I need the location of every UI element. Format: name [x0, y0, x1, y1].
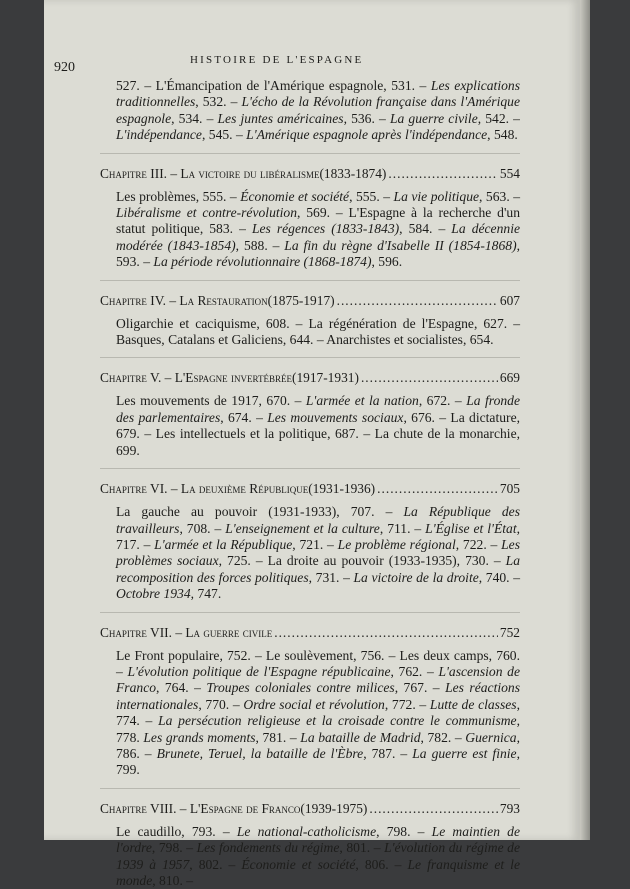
italic-entry: La guerre civile [389, 110, 478, 126]
entry-text: , 774. – [116, 696, 520, 729]
italic-entry: Les problèmes sociaux [116, 536, 520, 569]
italic-entry: L'Église et l'État [425, 520, 517, 536]
chapter-entries [116, 189, 520, 271]
italic-entry: La persécution religieuse et la croisade contre le communisme [158, 713, 517, 729]
entry-text: , 799. [116, 745, 520, 778]
entry-text: Le Front populaire, 752. – Le soulèvement, 756. – Les deux camps, 760. – [116, 647, 520, 679]
chapter-page-number: 554 [499, 165, 520, 181]
entry-text: , 548. [487, 127, 518, 143]
entry-text: Les mouvements de 1917, 670. – [116, 393, 306, 409]
chapter-section [100, 280, 520, 349]
chapter-section [100, 468, 520, 602]
entry-text: , 674. – [220, 409, 268, 425]
table-of-contents [100, 78, 520, 889]
chapter-page-number: 669 [499, 370, 520, 386]
entry-text: , 747. [190, 586, 222, 602]
entry-text: , 545. – [201, 127, 247, 143]
italic-entry: L'indépendance [116, 127, 202, 143]
entry-text: La gauche au pouvoir (1931-1933), 707. – [116, 504, 404, 520]
chapter-title: Chapitre III. – La victoire du libéralisme [100, 165, 320, 181]
entry-text: , 764. – [156, 680, 207, 696]
entry-text: , 786. – [116, 729, 520, 761]
italic-entry: La guerre est finie [412, 745, 517, 761]
entry-text: , 532. – [195, 94, 242, 110]
italic-entry: L'Amérique espagnole après l'indépendance [246, 127, 488, 143]
chapter-title: Chapitre VII. – La guerre civile [100, 624, 273, 640]
entry-text: , 798. – [151, 840, 197, 856]
entry-text: , 555. – [349, 188, 394, 204]
entry-text: , 721. – [292, 536, 338, 552]
chapter-years: (1875-1917) [267, 292, 335, 308]
entry-text: , 596. [371, 254, 403, 270]
italic-entry: La période révolutionnaire (1868-1874) [153, 254, 372, 270]
dot-leader [337, 293, 498, 309]
chapter-years: (1833-1874) [319, 165, 387, 181]
entry-text: , 801. – [339, 840, 385, 856]
entry-text: , 770. – [198, 696, 244, 712]
chapter-page-number: 705 [499, 481, 520, 497]
chapter-years: (1931-1936) [308, 481, 376, 497]
entry-text: , 762. – [390, 663, 439, 679]
italic-entry: Les juntes américaines [217, 110, 344, 126]
entry-text: , 676. – La dictature, 679. – Les intellectuels et la politique, 687. – La chute de la monarchie, 699. [116, 409, 520, 458]
entry-text: , 802. – [189, 856, 242, 872]
dot-leader [274, 625, 498, 641]
italic-entry: L'ascension de Franco [116, 663, 520, 696]
italic-entry: L'écho de la Révolution française dans l'Amérique espagnole [116, 94, 520, 126]
italic-entry: Le franquisme et le monde [116, 856, 520, 888]
divider [100, 280, 520, 281]
italic-entry: Brunete, Teruel, la bataille de l'Èbre [156, 745, 364, 761]
chapter-section [100, 612, 520, 779]
italic-entry: La République des travailleurs [116, 504, 520, 536]
italic-entry: Les explications traditionnelles [116, 78, 520, 110]
italic-entry: Économie et société [240, 188, 350, 204]
entry-text: Oligarchie et caciquisme, 608. – La régénération de l'Espagne, 627. – Basques, Catalans et Galiciens, 644. – Anarchistes et socialistes, 654. [116, 315, 520, 348]
entry-text: , 717. – [116, 520, 521, 552]
chapter-list [100, 153, 520, 889]
chapter-title: Chapitre VIII. – L'Espagne de Franco [100, 800, 301, 816]
italic-entry: La fronde des parlementaires [116, 393, 520, 425]
entry-text: , 806. – [355, 856, 408, 872]
entry-text: , 563. – [479, 188, 521, 204]
entry-text: , 772. – [384, 696, 430, 712]
italic-entry: Le maintien de l'ordre [116, 823, 520, 856]
chapter-years: (1917-1931) [291, 370, 359, 386]
entry-text: , 787. – [363, 745, 413, 761]
italic-entry: Les grands moments [143, 729, 256, 745]
chapter-heading [100, 166, 520, 182]
chapter-page-number: 752 [499, 624, 520, 640]
entry-text: , 725. – La droite au pouvoir (1933-1935), 730. – [218, 553, 506, 569]
entry-text: , 584. – [399, 221, 452, 237]
italic-entry: Les réactions internationales [116, 680, 521, 712]
italic-entry: L'enseignement et la culture [225, 520, 380, 536]
entry-text: , 782. – [420, 729, 466, 745]
chapter-entries [116, 824, 520, 889]
dot-leader [388, 166, 498, 182]
entry-text: , 708. – [179, 520, 226, 536]
italic-entry: La décennie modérée (1843-1854) [116, 221, 520, 253]
divider [100, 468, 520, 469]
entry-text: , 722. – [455, 536, 502, 552]
italic-entry: Guernica [465, 729, 517, 745]
italic-entry: La victoire de la droite [353, 569, 479, 585]
entry-text: , 810. – [152, 873, 194, 888]
entry-text: , 588. – [235, 237, 285, 253]
entry-text: , 798. – [376, 823, 432, 839]
chapter-entries [116, 504, 520, 602]
italic-entry: Le problème régional [337, 536, 456, 552]
chapter-section [100, 357, 520, 459]
chapter-heading [100, 481, 520, 497]
chapter-section [100, 153, 520, 271]
chapter-heading [100, 370, 520, 386]
entry-text: , 731. – [308, 569, 354, 585]
chapter-title: Chapitre V. – L'Espagne invertébrée [100, 370, 292, 386]
chapter-heading [100, 801, 520, 817]
entry-text: , 536. – [343, 110, 390, 126]
chapter-heading [100, 625, 520, 641]
entry-text: , 542. – [477, 110, 520, 126]
italic-entry: L'armée et la République [154, 536, 293, 552]
entry-text: Les problèmes, 555. – [116, 188, 241, 204]
italic-entry: Libéralisme et contre-révolution [116, 205, 298, 221]
entry-text: , 593. – [116, 237, 521, 270]
italic-entry: Octobre 1934 [116, 586, 191, 602]
running-title: HISTOIRE DE L'ESPAGNE [190, 54, 364, 66]
entry-text: , 781. – [255, 729, 301, 745]
page-number: 920 [54, 60, 75, 75]
divider [100, 612, 520, 613]
dot-leader [377, 481, 498, 497]
entry-text: 527. – L'Émancipation de l'Amérique espagnole, 531. – [116, 78, 431, 93]
entry-text: , 672. – [418, 393, 467, 409]
entry-text: Le caudillo, 793. – [116, 823, 237, 839]
dot-leader [369, 801, 498, 817]
chapter-heading [100, 293, 520, 309]
italic-entry: L'évolution du régime de 1939 à 1957 [116, 840, 520, 872]
chapter-page-number: 793 [499, 800, 520, 816]
divider [100, 788, 520, 789]
chapter-entries [116, 316, 520, 349]
page-edge [580, 0, 590, 840]
chapter-entries [116, 393, 520, 459]
italic-entry: L'armée et la nation [305, 393, 419, 409]
chapter-entries [116, 648, 520, 779]
dot-leader [361, 370, 498, 386]
italic-entry: La vie politique [393, 188, 480, 204]
italic-entry: Économie et société [241, 856, 356, 872]
italic-entry: Les fondements du régime [196, 840, 340, 856]
italic-entry: Le national-catholicisme [236, 823, 377, 839]
chapter-title: Chapitre VI. – La deuxième République [100, 481, 309, 497]
italic-entry: La recomposition des forces politiques [116, 553, 520, 585]
italic-entry: La bataille de Madrid [300, 729, 421, 745]
intro-entries [116, 78, 520, 144]
entry-text: , 711. – [379, 520, 426, 536]
italic-entry: L'évolution politique de l'Espagne républicaine [127, 663, 391, 679]
italic-entry: Lutte de classes [429, 696, 517, 712]
chapter-page-number: 607 [499, 292, 520, 308]
chapter-section [100, 788, 520, 889]
italic-entry: Troupes coloniales contre milices [206, 680, 395, 696]
divider [100, 153, 520, 154]
italic-entry: Ordre social et révolution [243, 696, 385, 712]
chapter-years: (1939-1975) [300, 800, 368, 816]
entry-text: , 534. – [171, 110, 218, 126]
entry-text: , 778. [116, 713, 520, 745]
chapter-title: Chapitre IV. – La Restauration [100, 292, 268, 308]
divider [100, 357, 520, 358]
entry-text: , 740. – [478, 569, 521, 585]
italic-entry: Les régences (1833-1843) [251, 221, 400, 237]
entry-text: , 569. – L'Espagne à la recherche d'un statut politique, 583. – [116, 205, 520, 237]
entry-text: , 767. – [394, 680, 446, 696]
italic-entry: La fin du règne d'Isabelle II (1854-1868) [284, 237, 517, 253]
italic-entry: Les mouvements sociaux [267, 409, 404, 425]
